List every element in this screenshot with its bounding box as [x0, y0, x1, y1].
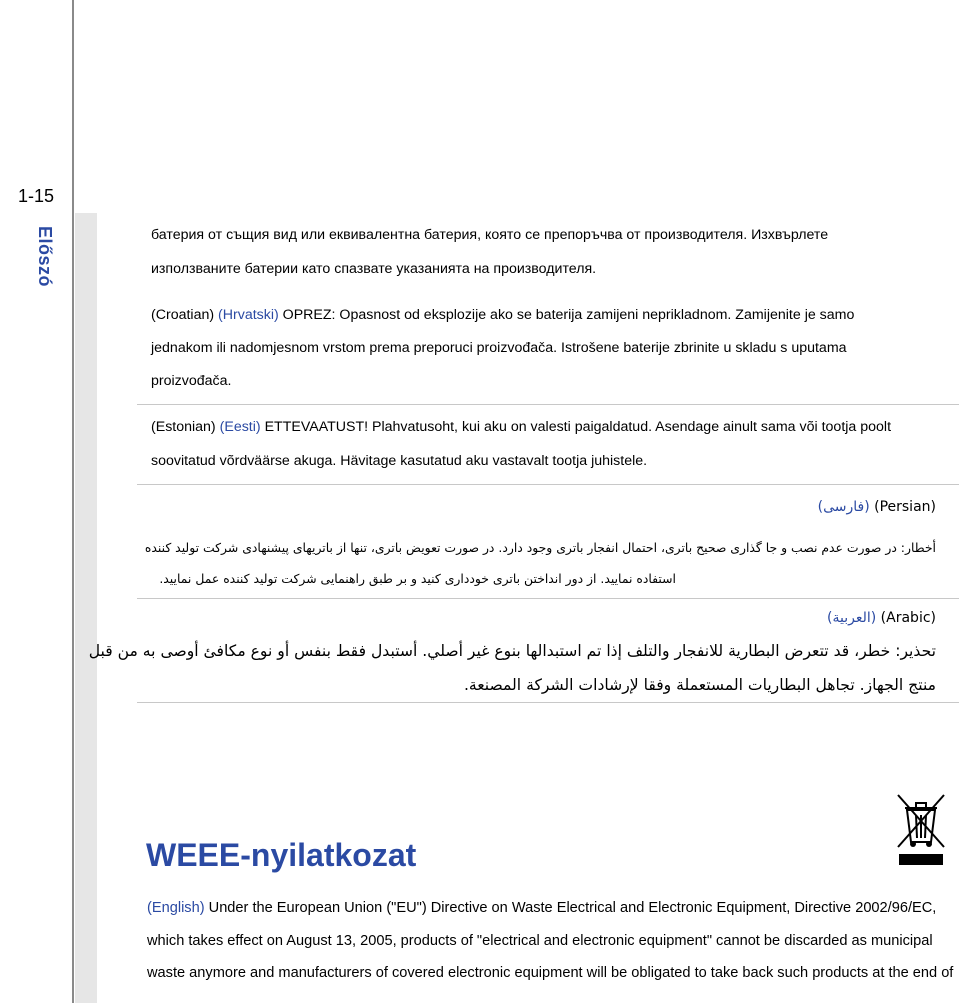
divider [137, 404, 959, 405]
bulgarian-line-1: батерия от същия вид или еквивалентна батерия, която се препоръчва от производителя. Изхвърлете [151, 227, 829, 243]
weee-line-3: waste anymore and manufacturers of covered electronic equipment will be obligated to take back such products at the end of [147, 965, 954, 981]
margin-rule [72, 0, 74, 1003]
croatian-native: (Hrvatski) [218, 307, 279, 323]
arabic-line-2: منتج الجهاز. تجاهل البطاريات المستعملة وفقا لإرشادات الشركة المصنعة. [463, 676, 936, 694]
persian-line-1: أخطار: در صورت عدم نصب و جا گذاری صحیح باتری، احتمال انفجار باتری وجود دارد. در صورت تعویض باتری، تنها از باتریهای پیشنهادی شرکت تولید کننده [144, 540, 936, 555]
croatian-line-1 [151, 307, 854, 323]
weee-bin-icon [895, 792, 947, 868]
divider [137, 702, 959, 703]
arabic-lang: (Arabic) [880, 610, 936, 626]
estonian-text-1: ETTEVAATUST! Plahvatusoht, kui aku on valesti paigaldatud. Asendage ainult sama või tootja poolt [260, 419, 892, 435]
croatian-line-3: proizvođača. [151, 373, 232, 389]
estonian-native: (Eesti) [219, 419, 261, 435]
estonian-line-1 [151, 419, 891, 435]
estonian-line-2: soovitatud võrdväärse akuga. Hävitage kasutatud aku vastavalt tootja juhistele. [151, 453, 648, 469]
arabic-native: (العربية) [827, 610, 877, 626]
croatian-line-2: jednakom ili nadomjesnom vrstom prema preporuci proizvođača. Istrošene baterije zbrinite u skladu s uputama [151, 340, 847, 356]
persian-heading [818, 499, 936, 515]
weee-lang: (English) [147, 900, 205, 916]
persian-line-2: استفاده نمایید. از دور انداختن باتری خودداری کنید و بر طبق راهنمایی شرکت تولید کننده عمل نمایید. [159, 571, 676, 586]
weee-text-1: Under the European Union ("EU") Directive on Waste Electrical and Electronic Equipment, Directive 2002/96/EC, [204, 900, 937, 916]
section-label: Előszó [35, 226, 55, 288]
page-number: 1-15 [18, 186, 55, 206]
croatian-text-1: OPREZ: Opasnost od eksplozije ako se baterija zamijeni neprikladnom. Zamijenite je samo [278, 307, 855, 323]
croatian-lang: (Croatian) [151, 307, 215, 323]
divider [137, 598, 959, 599]
persian-native: (فارسی) [817, 499, 870, 515]
bulgarian-line-2: използваните батерии като спазвате указанията на производителя. [151, 261, 597, 277]
weee-title: WEEE-nyilatkozat [146, 837, 417, 873]
sidebar-strip [75, 213, 97, 1003]
weee-line-2: which takes effect on August 13, 2005, products of "electrical and electronic equipment" cannot be discarded as municipal [147, 933, 933, 949]
persian-lang: (Persian) [874, 499, 936, 515]
arabic-line-1: تحذير: خطر، قد تتعرض البطارية للانفجار والتلف إذا تم استبدالها بنوع غير أصلي. أستبدل فقط بنفس أو نوع مكافئ أوصى به من قبل [88, 642, 936, 660]
arabic-heading [827, 610, 936, 626]
weee-line-1 [147, 900, 936, 916]
divider [137, 484, 959, 485]
estonian-lang: (Estonian) [151, 419, 216, 435]
